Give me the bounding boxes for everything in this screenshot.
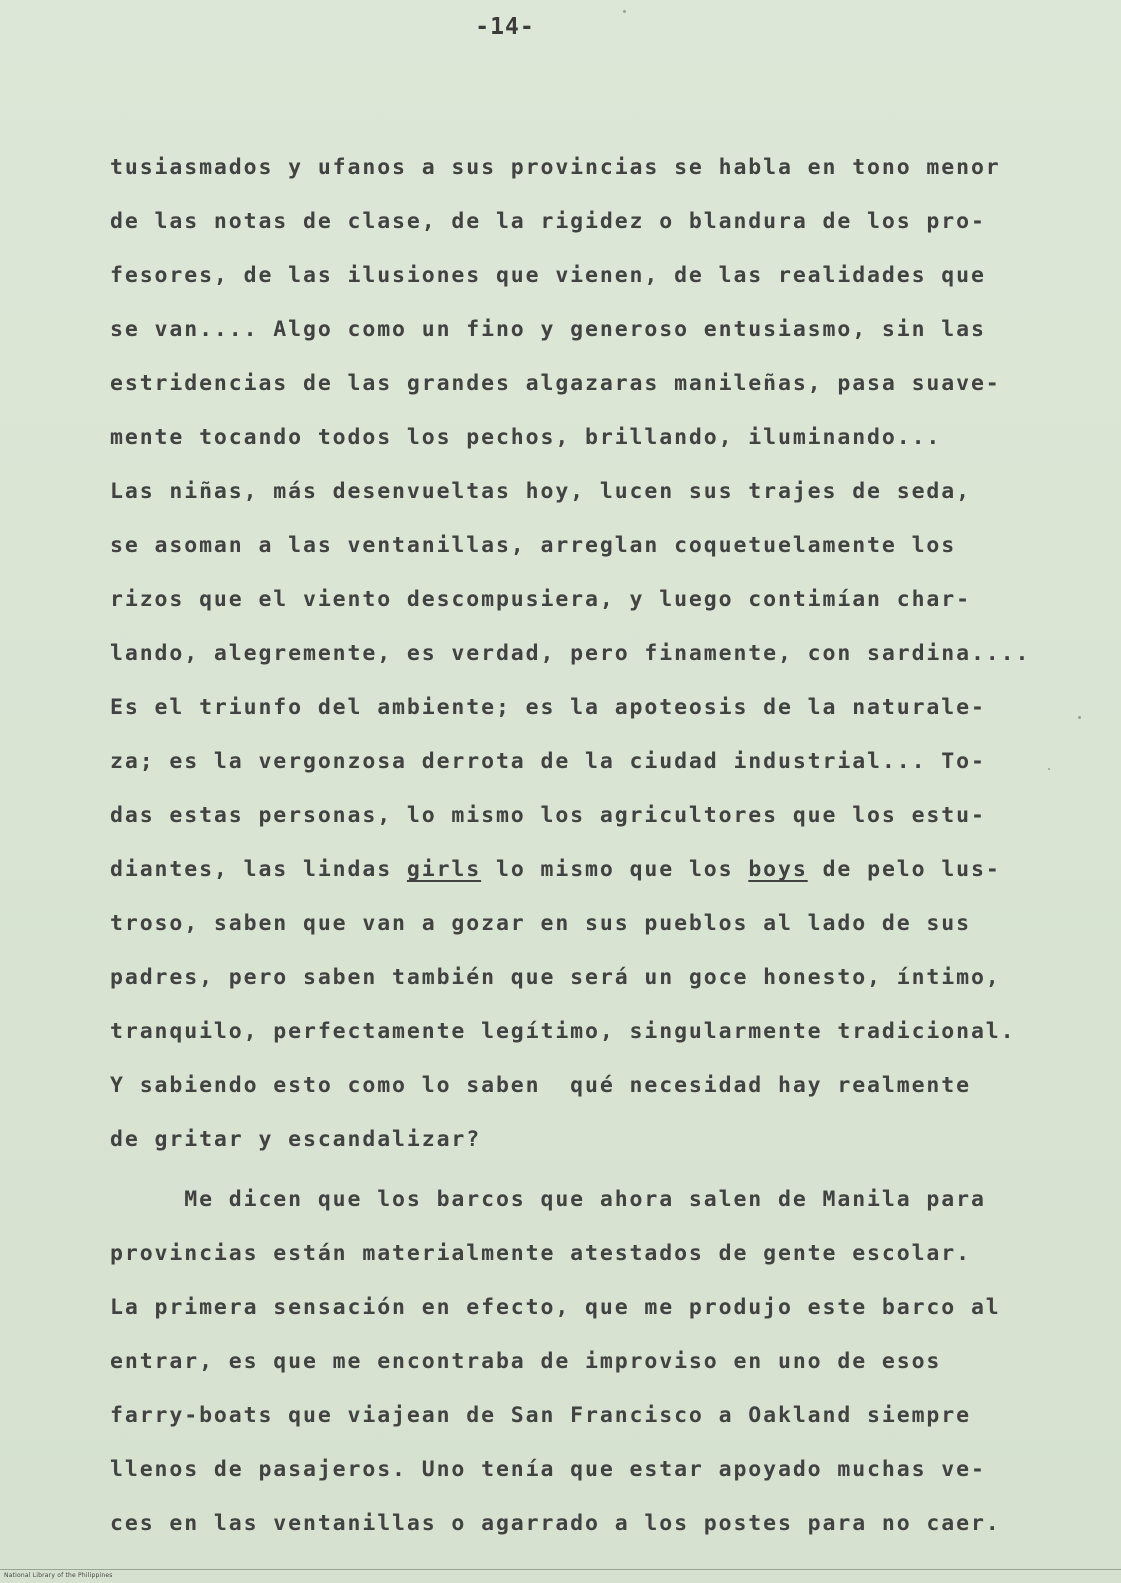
- text-line: Y sabiendo esto como lo saben qué necesidad hay realmente: [110, 1073, 971, 1098]
- text-line: tusiasmados y ufanos a sus provincias se habla en tono menor: [110, 155, 1001, 180]
- text-line: fesores, de las ilusiones que vienen, de las realidades que: [110, 263, 986, 288]
- text-line: Las niñas, más desenvueltas hoy, lucen sus trajes de seda,: [110, 479, 971, 504]
- footer-attribution: National Library of the Philippines: [4, 1572, 113, 1579]
- text-segment: de pelo lus-: [807, 857, 1001, 882]
- text-segment: lo mismo que los: [481, 857, 749, 882]
- text-line: padres, pero saben también que será un goce honesto, íntimo,: [110, 965, 1001, 990]
- underlined-word-girls: girls: [406, 857, 482, 882]
- text-line: estridencias de las grandes algazaras manileñas, pasa suave-: [110, 371, 1001, 396]
- text-line: farry-boats que viajean de San Francisco a Oakland siempre: [110, 1403, 971, 1428]
- underlined-word-boys: boys: [748, 857, 808, 882]
- text-line: de las notas de clase, de la rigidez o blandura de los pro-: [110, 209, 986, 234]
- text-line: Me dicen que los barcos que ahora salen de Manila para: [110, 1187, 986, 1212]
- text-line: tranquilo, perfectamente legítimo, singularmente tradicional.: [110, 1019, 1016, 1044]
- footer-divider: [0, 1569, 1121, 1570]
- text-line: lando, alegremente, es verdad, pero finamente, con sardina....: [110, 641, 1031, 666]
- text-line: mente tocando todos los pechos, brillando, iluminando...: [110, 425, 942, 450]
- text-line: se van.... Algo como un fino y generoso entusiasmo, sin las: [110, 317, 986, 342]
- text-line-underlined-words: [110, 859, 1001, 881]
- text-line: ces en las ventanillas o agarrado a los postes para no caer.: [110, 1511, 1001, 1536]
- text-line: se asoman a las ventanillas, arreglan coquetuelamente los: [110, 533, 957, 558]
- text-line: entrar, es que me encontraba de improviso en uno de esos: [110, 1349, 942, 1374]
- paper-speck: [1048, 768, 1050, 770]
- text-line: llenos de pasajeros. Uno tenía que estar apoyado muchas ve-: [110, 1457, 986, 1482]
- text-line: provincias están materialmente atestados de gente escolar.: [110, 1241, 971, 1266]
- text-line: das estas personas, lo mismo los agricultores que los estu-: [110, 803, 986, 828]
- paper-speck: [1078, 716, 1081, 719]
- text-line: de gritar y escandalizar?: [110, 1127, 482, 1152]
- text-line: Es el triunfo del ambiente; es la apoteosis de la naturale-: [110, 695, 986, 720]
- text-line: La primera sensación en efecto, que me produjo este barco al: [110, 1295, 1001, 1320]
- page-number: -14-: [475, 14, 535, 40]
- text-line: troso, saben que van a gozar en sus pueblos al lado de sus: [110, 911, 971, 936]
- text-line: rizos que el viento descompusiera, y luego contimían char-: [110, 587, 971, 612]
- text-line: za; es la vergonzosa derrota de la ciudad industrial... To-: [110, 749, 986, 774]
- paper-speck: [623, 10, 626, 13]
- text-segment: diantes, las lindas: [110, 857, 407, 882]
